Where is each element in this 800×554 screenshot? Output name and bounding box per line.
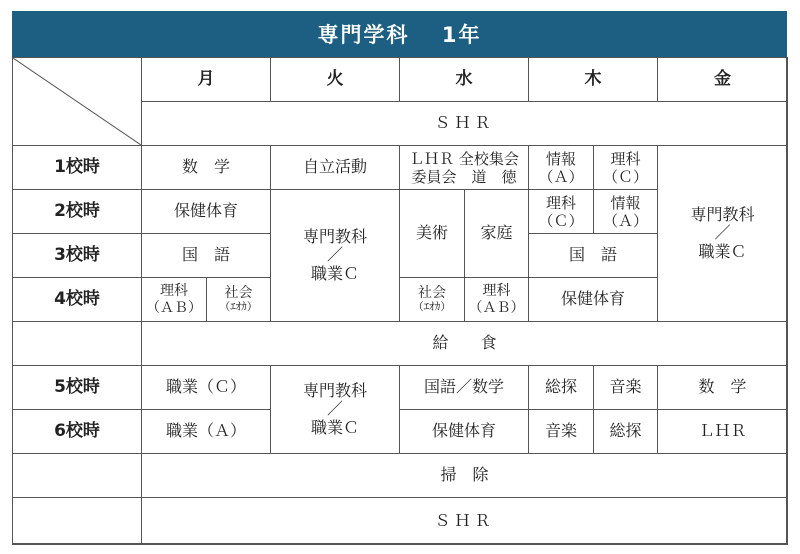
p4-mon-b-line2: （ｴｵｶ）	[219, 300, 258, 314]
p4-wed-b-cell	[465, 278, 529, 322]
p6-thu-b-cell: 総探	[594, 410, 658, 454]
day-header-wed: 水	[400, 58, 529, 102]
p4-mon-b-cell	[207, 278, 271, 322]
shr-end-label-cell	[13, 498, 142, 545]
shr-morning-cell: ＳＨＲ	[142, 102, 788, 146]
p4-mon-a-cell	[142, 278, 207, 322]
p4-mon-a-line2: （ＡＢ）	[146, 299, 202, 316]
p5-wed-cell: 国語／数学	[400, 366, 529, 410]
p4-mon-b-line1: 社会	[224, 285, 253, 302]
period-2-label: 2校時	[13, 190, 142, 234]
p2-3-wed-b-cell: 家庭	[465, 190, 529, 278]
p1-wed-cell: ＬＨＲ 全校集会 委員会 道 徳	[400, 146, 529, 190]
p4-mon-a-line1: 理科	[160, 283, 188, 300]
period-4-label: 4校時	[13, 278, 142, 322]
period-3-label: 3校時	[13, 234, 142, 278]
p4-wed-a-line2: （ｴｵｶ）	[412, 300, 452, 314]
lunch-cell: 給 食	[142, 322, 788, 366]
p1-tue-cell: 自立活動	[271, 146, 400, 190]
day-header-tue: 火	[271, 58, 400, 102]
period-5-label: 5校時	[13, 366, 142, 410]
p5-6-tue-cell: 専門教科 ／ 職業Ｃ	[271, 366, 400, 454]
cleaning-cell: 掃 除	[142, 454, 788, 498]
p1-thu-b-cell: 理科 （Ｃ）	[594, 146, 658, 190]
p1-thu-a-cell: 情報 （Ａ）	[529, 146, 594, 190]
day-header-mon: 月	[142, 58, 271, 102]
p5-mon-cell: 職業（Ｃ）	[142, 366, 271, 410]
day-header-fri: 金	[658, 58, 788, 102]
p4-wed-b-line1: 理科	[482, 283, 511, 300]
lunch-label-cell	[13, 322, 142, 366]
p5-thu-b-cell: 音楽	[594, 366, 658, 410]
day-header-thu: 木	[529, 58, 658, 102]
shr-end-cell: ＳＨＲ	[142, 498, 788, 545]
corner-cell	[13, 58, 142, 146]
p5-fri-cell: 数 学	[658, 366, 788, 410]
p4-wed-a-cell	[400, 278, 465, 322]
p2-thu-b-cell: 情報 （Ａ）	[594, 190, 658, 234]
p6-wed-cell: 保健体育	[400, 410, 529, 454]
diagonal-line	[13, 58, 141, 145]
p5-thu-a-cell: 総探	[529, 366, 594, 410]
p1-mon-cell: 数 学	[142, 146, 271, 190]
p2-mon-cell: 保健体育	[142, 190, 271, 234]
p1-4-fri-cell: 専門教科 ／ 職業Ｃ	[658, 146, 788, 322]
timetable-title: 専門学科 1年	[12, 11, 787, 57]
cleaning-label-cell	[13, 454, 142, 498]
p6-thu-a-cell: 音楽	[529, 410, 594, 454]
p2-thu-a-cell: 理科 （Ｃ）	[529, 190, 594, 234]
p3-mon-cell: 国 語	[142, 234, 271, 278]
p4-wed-a-line1: 社会	[418, 285, 446, 302]
p4-thu-cell: 保健体育	[529, 278, 658, 322]
period-6-label: 6校時	[13, 410, 142, 454]
p2-4-tue-cell: 専門教科 ／ 職業Ｃ	[271, 190, 400, 322]
p6-fri-cell: ＬＨＲ	[658, 410, 788, 454]
p6-mon-cell: 職業（Ａ）	[142, 410, 271, 454]
p3-thu-cell: 国 語	[529, 234, 658, 278]
period-1-label: 1校時	[13, 146, 142, 190]
timetable	[12, 57, 788, 545]
p2-3-wed-a-cell: 美術	[400, 190, 465, 278]
p4-wed-b-line2: （ＡＢ）	[468, 299, 525, 316]
